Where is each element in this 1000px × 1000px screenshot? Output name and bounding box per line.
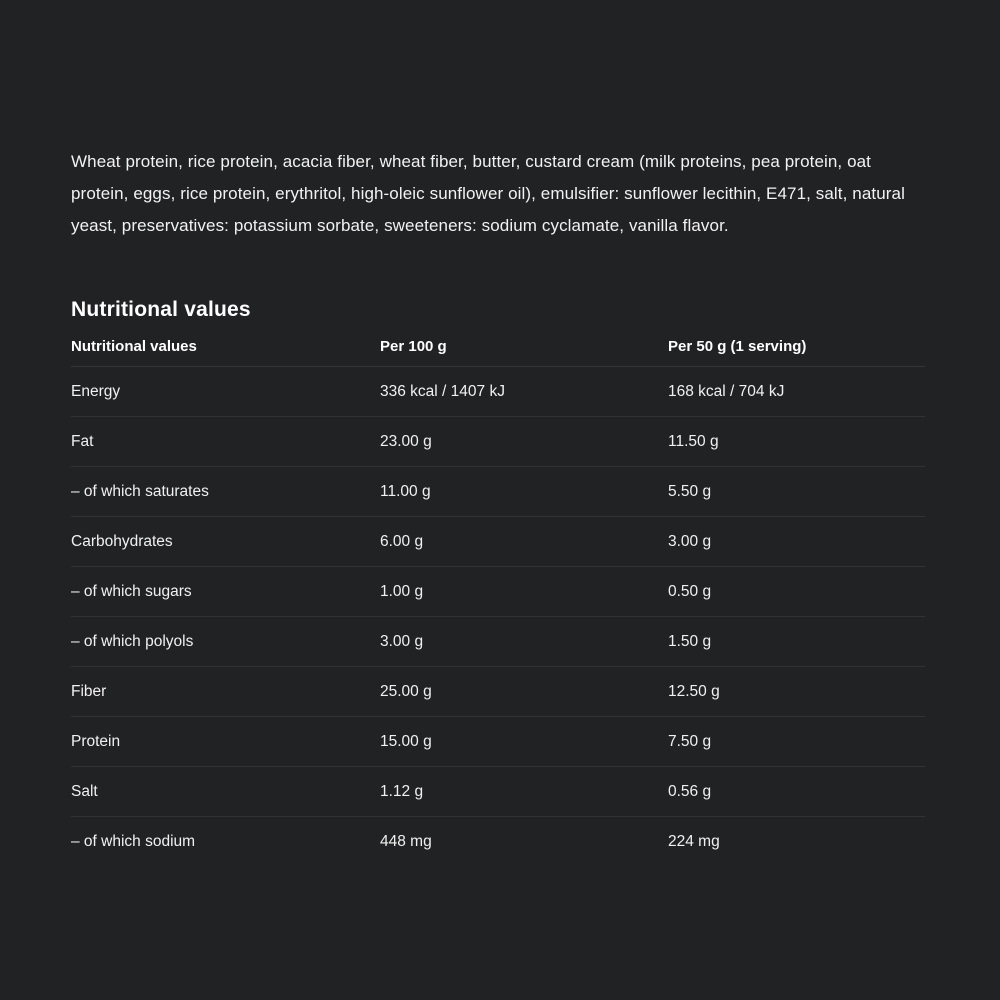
- value-per-100g: 15.00 g: [380, 732, 432, 750]
- nutrient-label: Salt: [71, 782, 98, 800]
- nutrition-table: [71, 338, 925, 867]
- column-header-nutritional-values: Nutritional values: [71, 338, 197, 355]
- value-per-100g: 25.00 g: [380, 682, 432, 700]
- value-per-50g: 224 mg: [668, 833, 720, 850]
- nutrient-label: Fat: [71, 432, 94, 450]
- nutrient-label: Carbohydrates: [71, 532, 173, 550]
- value-per-100g: 11.00 g: [380, 482, 431, 500]
- table-row-fat: [71, 417, 925, 467]
- ingredients-text: Wheat protein, rice protein, acacia fiber, wheat fiber, butter, custard cream (milk proteins, pea protein, oat protein, eggs, rice protein, erythritol, high-oleic sunflower oil), emulsifier: sunflower lecithin, E471, salt, natural yeast, preservatives: potassium sorbate, sweeteners: sodium cyclamate, vanilla flavor.: [71, 152, 905, 235]
- value-per-100g: 1.00 g: [380, 582, 424, 600]
- nutrient-label: Fiber: [71, 682, 107, 700]
- table-row-carbohydrates: [71, 517, 925, 567]
- table-row-saturates: [71, 467, 925, 517]
- table-row-fiber: [71, 667, 925, 717]
- value-per-50g: 0.56 g: [668, 782, 712, 800]
- value-per-100g: 3.00 g: [380, 632, 424, 650]
- nutrition-section-heading: Nutritional values: [71, 298, 251, 321]
- nutrient-label: – of which saturates: [71, 482, 209, 500]
- nutrient-label: Energy: [71, 382, 121, 400]
- value-per-50g: 3.00 g: [668, 532, 712, 550]
- table-row-protein: [71, 717, 925, 767]
- table-row-sodium: [71, 817, 925, 867]
- table-row-energy: [71, 367, 925, 417]
- value-per-50g: 1.50 g: [668, 632, 712, 650]
- value-per-50g: 5.50 g: [668, 482, 712, 500]
- column-header-per-50g: Per 50 g (1 serving): [668, 338, 807, 355]
- value-per-100g: 448 mg: [380, 833, 432, 850]
- value-per-100g: 6.00 g: [380, 532, 424, 550]
- table-row-polyols: [71, 617, 925, 667]
- nutrient-label: – of which sodium: [71, 833, 196, 850]
- value-per-50g: 0.50 g: [668, 582, 712, 600]
- value-per-50g: 11.50 g: [668, 432, 719, 450]
- value-per-50g: 168 kcal / 704 kJ: [668, 382, 785, 400]
- nutrition-table-body: [71, 367, 925, 867]
- value-per-100g: 336 kcal / 1407 kJ: [380, 382, 505, 400]
- nutrient-label: Protein: [71, 732, 121, 750]
- value-per-50g: 12.50 g: [668, 682, 720, 700]
- nutrition-table-header-row: [71, 338, 925, 367]
- nutrient-label: – of which polyols: [71, 632, 194, 650]
- value-per-100g: 23.00 g: [380, 432, 432, 450]
- nutrient-label: – of which sugars: [71, 582, 192, 600]
- table-row-salt: [71, 767, 925, 817]
- value-per-100g: 1.12 g: [380, 782, 424, 800]
- value-per-50g: 7.50 g: [668, 732, 712, 750]
- column-header-per-100g: Per 100 g: [380, 338, 447, 355]
- table-row-sugars: [71, 567, 925, 617]
